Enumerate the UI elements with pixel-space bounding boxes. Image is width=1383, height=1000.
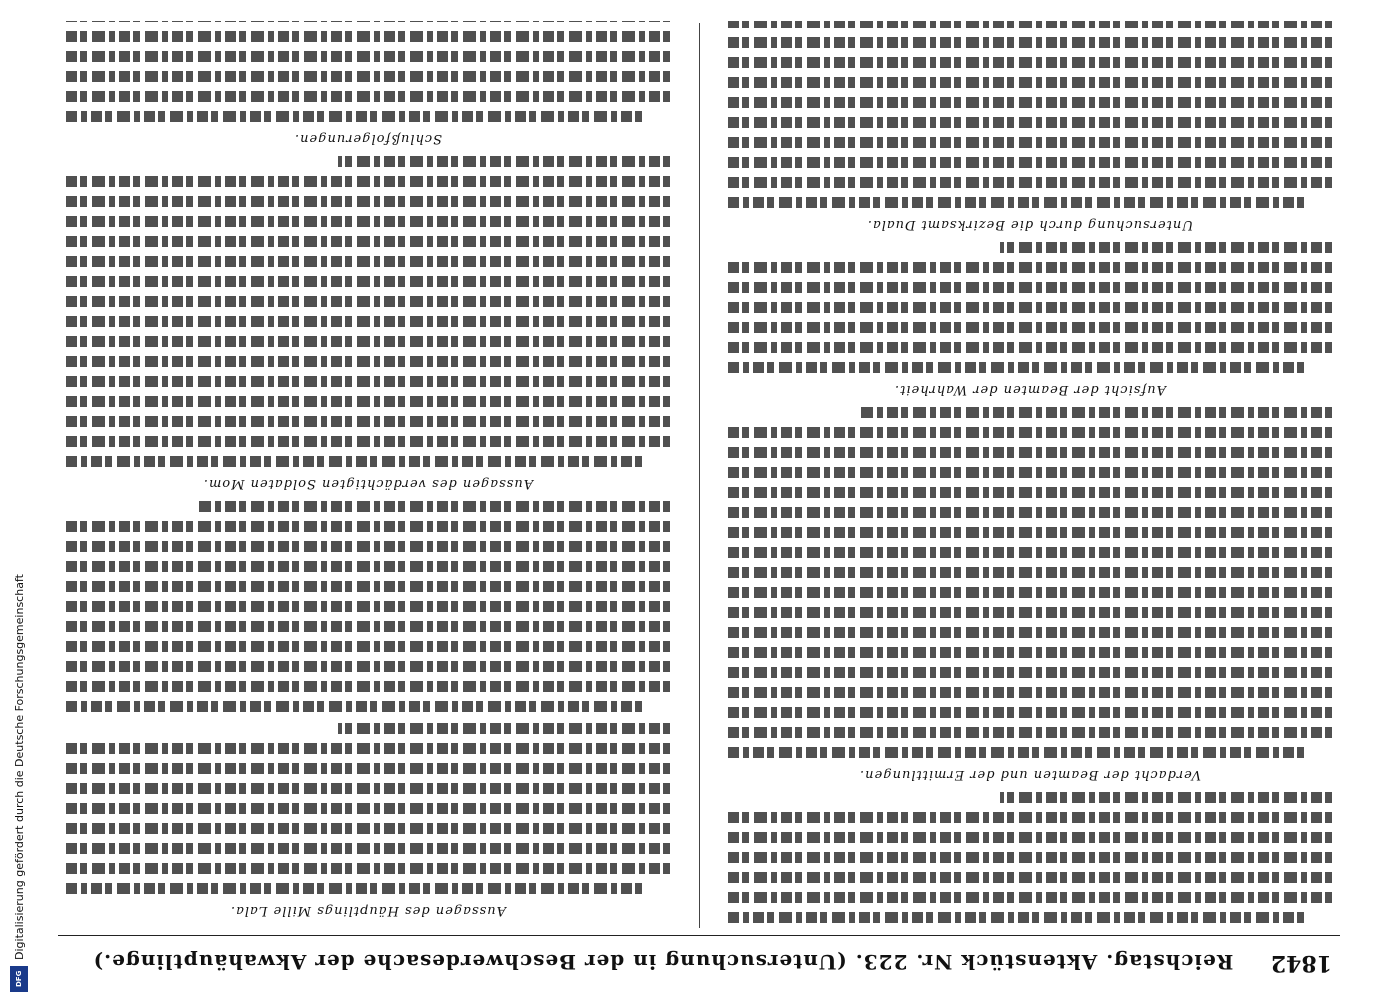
paragraph <box>728 21 1332 211</box>
text-line <box>728 75 1332 91</box>
text-line <box>728 890 1332 906</box>
text-line <box>66 821 670 837</box>
text-line <box>728 605 1332 621</box>
text-line <box>66 619 670 635</box>
text-line <box>66 214 670 230</box>
text-line <box>66 254 670 270</box>
text-line <box>728 705 1332 721</box>
text-line <box>66 881 642 897</box>
text-line <box>66 599 670 615</box>
text-line <box>728 115 1332 131</box>
text-line <box>728 260 1332 276</box>
paragraph <box>66 154 670 470</box>
text-line <box>728 485 1332 501</box>
section-heading: Verdacht der Beamten und der Ermittlungen. <box>859 767 1201 782</box>
text-line <box>66 699 642 715</box>
text-line <box>728 425 1332 441</box>
digitization-footer <box>4 0 34 1000</box>
column-divider <box>699 23 700 928</box>
text-line <box>728 645 1332 661</box>
text-line <box>199 499 670 515</box>
text-line <box>728 360 1304 376</box>
text-line <box>728 465 1332 481</box>
text-line <box>728 685 1332 701</box>
section-heading: Aussagen des Häuptlings Mille Lala. <box>229 903 507 918</box>
text-line <box>728 155 1332 171</box>
text-line <box>66 274 670 290</box>
text-line <box>728 175 1332 191</box>
text-line <box>728 280 1332 296</box>
page-number: 1842 <box>1270 950 1332 976</box>
text-line <box>66 89 670 105</box>
paragraph <box>66 21 670 125</box>
digitization-note: Digitalisierung gefördert durch die Deutsche Forschungsgemeinschaft <box>13 574 26 960</box>
text-line <box>66 109 642 125</box>
text-line <box>66 394 670 410</box>
text-line <box>728 745 1304 761</box>
text-line <box>66 354 670 370</box>
text-line <box>728 830 1332 846</box>
text-line <box>728 21 1332 31</box>
text-line <box>728 665 1332 681</box>
text-line <box>66 174 670 190</box>
text-line <box>728 320 1332 336</box>
text-line <box>728 625 1332 641</box>
text-line <box>728 870 1332 886</box>
text-line <box>66 841 670 857</box>
text-line <box>338 721 670 737</box>
section-heading: Aufsicht der Beamten der Wahrheit. <box>893 382 1167 397</box>
section-heading: Aussagen des verdächtigten Soldaten Mom. <box>202 476 534 491</box>
text-line <box>66 454 642 470</box>
text-line <box>728 35 1332 51</box>
text-line <box>66 801 670 817</box>
text-line <box>66 861 670 877</box>
text-line <box>728 810 1332 826</box>
text-line <box>66 374 670 390</box>
text-line <box>728 340 1332 356</box>
dfg-logo: DFG <box>10 966 28 992</box>
text-line <box>66 294 670 310</box>
text-line <box>66 579 670 595</box>
text-line <box>66 314 670 330</box>
text-line <box>66 519 670 535</box>
paragraph <box>728 405 1332 761</box>
text-line <box>66 741 670 757</box>
text-line <box>338 154 670 170</box>
text-line <box>728 505 1332 521</box>
text-line <box>728 195 1304 211</box>
page-header <box>58 935 1340 988</box>
text-line <box>1000 240 1332 256</box>
paragraph <box>66 499 670 715</box>
paragraph <box>66 721 670 897</box>
text-line <box>1000 790 1332 806</box>
text-line <box>728 445 1332 461</box>
text-line <box>728 910 1304 926</box>
text-line <box>728 565 1332 581</box>
text-line <box>66 49 670 65</box>
text-line <box>66 539 670 555</box>
text-line <box>66 414 670 430</box>
paragraph <box>728 240 1332 376</box>
text-line <box>66 234 670 250</box>
text-line <box>728 545 1332 561</box>
text-line <box>728 95 1332 111</box>
section-heading: Untersuchung durch die Bezirksamt Duala. <box>866 217 1194 232</box>
text-line <box>66 29 670 45</box>
document-page <box>58 12 1340 988</box>
text-line <box>66 69 670 85</box>
text-line <box>728 725 1332 741</box>
text-line <box>728 525 1332 541</box>
text-line <box>66 761 670 777</box>
text-line <box>66 559 670 575</box>
right-column <box>66 21 670 926</box>
text-line <box>861 405 1332 421</box>
text-line <box>66 679 670 695</box>
text-line <box>728 585 1332 601</box>
text-line <box>728 850 1332 866</box>
running-head: Reichstag. Aktenstück Nr. 223. (Untersuchung in der Beschwerdesache der Akwahäuptlinge.) <box>92 950 1234 974</box>
text-line <box>66 334 670 350</box>
paragraph <box>728 790 1332 926</box>
text-line <box>728 55 1332 71</box>
text-line <box>66 194 670 210</box>
text-line <box>66 434 670 450</box>
text-line <box>66 21 670 25</box>
text-line <box>66 781 670 797</box>
text-line <box>66 639 670 655</box>
text-line <box>66 659 670 675</box>
text-line <box>728 135 1332 151</box>
section-heading: Schlußfolgerungen. <box>293 131 443 146</box>
text-line <box>728 300 1332 316</box>
left-column <box>728 21 1332 926</box>
